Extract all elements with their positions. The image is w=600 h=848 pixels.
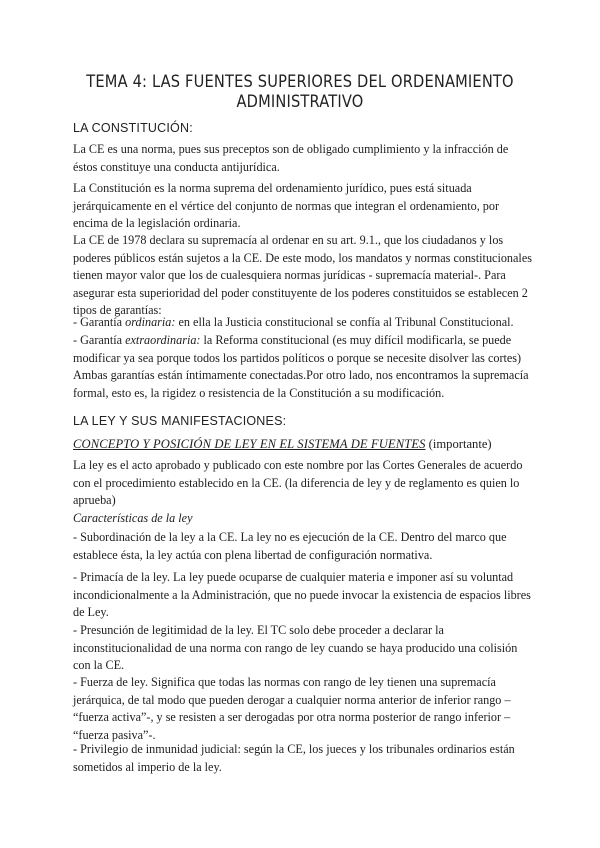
paragraph-ce-norma: La CE es una norma, pues sus preceptos son de obligado cumplimiento y la infracción de éstos constituye una conducta antijurídica. bbox=[73, 142, 509, 174]
paragraph-ce-1978: La CE de 1978 declara su supremacía al ordenar en su art. 9.1., que los ciudadanos y los poderes públicos están sujetos a la CE. De este modo, los mandatos y normas constitucionales tienen mayor valor que los de cualesquiera normas jurídicas - supremacía material-. Para asegurar esta superioridad del poder constituyente de los poderes constituidos se establecen 2 tipos de garantías: bbox=[73, 233, 532, 317]
subheading-note: (importante) bbox=[425, 437, 492, 451]
section-heading-ley: LA LEY Y SUS MANIFESTACIONES: bbox=[73, 414, 287, 428]
garantia-term: ordinaria: bbox=[125, 315, 176, 329]
garantia-prefix: - Garantía bbox=[73, 315, 126, 329]
garantia-text: la Reforma constitucional (es muy difícil modificarla, se puede modificar ya sea porque todos los partidos políticos o porque se necesite disolver las cortes) bbox=[73, 333, 522, 365]
list-item-subordinacion: - Subordinación de la ley a la CE. La ley no es ejecución de la CE. Dentro del marco que establece ésta, la ley actúa con plena libertad de configuración normativa. bbox=[73, 530, 507, 562]
garantia-term: extraordinaria: bbox=[125, 333, 201, 347]
document-title: TEMA 4: LAS FUENTES SUPERIORES DEL ORDENAMIENTO ADMINISTRATIVO bbox=[86, 72, 514, 112]
paragraph-ambas-garantias: Ambas garantías están íntimamente conectadas.Por otro lado, nos encontramos la supremacía formal, esto es, la rigidez o resistencia de la Constitución a su modificación. bbox=[73, 368, 529, 400]
paragraph-definicion-ley: La ley es el acto aprobado y publicado con este nombre por las Cortes Generales de acuerdo con el procedimiento establecido en la CE. (la diferencia de ley y de reglamento es quien lo aprueba) bbox=[73, 458, 523, 507]
list-item-inmunidad: - Privilegio de inmunidad judicial: según la CE, los jueces y los tribunales ordinarios están sometidos al imperio de la ley. bbox=[73, 742, 515, 774]
list-item-primacia: - Primacía de la ley. La ley puede ocuparse de cualquier materia e imponer así su voluntad incondicionalmente a la Administración, que no puede invocar la existencia de espacios libres de Ley. bbox=[73, 570, 531, 619]
paragraph-norma-suprema: La Constitución es la norma suprema del ordenamiento jurídico, pues está situada jerárquicamente en el vértice del conjunto de normas que integran el ordenamiento, por encima de la legislación ordinaria. bbox=[73, 181, 500, 230]
section-heading-constitucion: LA CONSTITUCIÓN: bbox=[73, 121, 193, 135]
list-item-fuerza-de-ley: - Fuerza de ley. Significa que todas las normas con rango de ley tienen una supremacía jerárquica, de tal modo que pueden derogar a cualquier norma anterior de inferior rango – “fuerza activa”-, y se resisten a ser derogadas por otra norma posterior de rango inferior – “fuerza pasiva”-. bbox=[73, 675, 511, 742]
list-item-presuncion: - Presunción de legitimidad de la ley. El TC solo debe proceder a declarar la inconstitucionalidad de una norma con rango de ley cuando se haya producido una colisión con la CE. bbox=[73, 623, 518, 672]
list-item-garantia-ordinaria bbox=[73, 314, 535, 332]
caracteristicas-heading: Características de la ley bbox=[73, 511, 193, 525]
garantia-text: en ella la Justicia constitucional se confía al Tribunal Constitucional. bbox=[175, 315, 514, 329]
subheading-concepto-ley bbox=[73, 437, 492, 452]
subheading-text: CONCEPTO Y POSICIÓN DE LEY EN EL SISTEMA DE FUENTES bbox=[73, 437, 426, 451]
list-item-garantia-extraordinaria bbox=[73, 332, 535, 367]
garantia-prefix: - Garantía bbox=[73, 333, 126, 347]
